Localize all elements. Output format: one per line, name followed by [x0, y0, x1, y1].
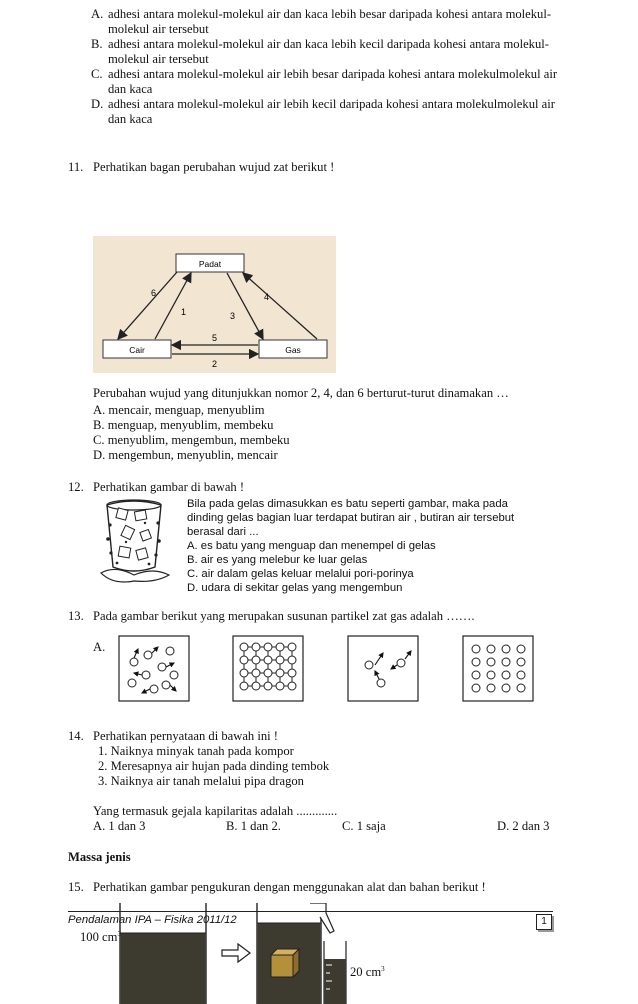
- q11-option-d: D. mengembun, menyublin, mencair: [93, 448, 278, 462]
- q14-option-d: D. 2 dan 3: [497, 819, 550, 833]
- q15-text: Perhatikan gambar pengukuran dengan menggunakan alat dan bahan berikut !: [93, 880, 486, 894]
- q11-option-b: B. menguap, menyublim, membeku: [93, 418, 274, 432]
- num-3: 3: [230, 311, 236, 321]
- q13-text: Pada gambar berikut yang merupakan susunan partikel zat gas adalah …….: [93, 609, 475, 623]
- q10-option-a-line2: molekul air tersebut: [108, 22, 209, 36]
- num-2: 2: [212, 359, 218, 369]
- phase-change-diagram: [93, 236, 336, 373]
- transition-arrow: [222, 944, 250, 962]
- q10-option-a-line1: adhesi antara molekul-molekul air dan kaca lebih besar daripada kohesi antara molekul-: [108, 7, 552, 21]
- q10-option-c-line2: dan kaca: [108, 82, 153, 96]
- object-cube: [271, 949, 299, 977]
- q13-number: 13.: [68, 609, 84, 623]
- q10-option-a-letter: A.: [91, 7, 104, 21]
- particle-box-b: [232, 635, 304, 702]
- q11-question: Perubahan wujud yang ditunjukkan nomor 2, 4, dan 6 berturut-turut dinamakan …: [93, 386, 509, 400]
- q12-option-a: A. es batu yang menguap dan menempel di gelas: [187, 540, 436, 552]
- q14-text: Perhatikan pernyataan di bawah ini !: [93, 729, 278, 743]
- label-gas: Gas: [285, 345, 301, 355]
- q14-option-a: A. 1 dan 3: [93, 819, 146, 833]
- num-5: 5: [212, 333, 218, 343]
- q10-option-d-line2: dan kaca: [108, 112, 153, 126]
- num-6: 6: [151, 288, 157, 298]
- q15-volume-1-unit-sup: 3: [117, 930, 121, 938]
- q12-text: Perhatikan gambar di bawah !: [93, 480, 245, 494]
- q10-option-b-line1: adhesi antara molekul-molekul air dan kaca lebih kecil daripada kohesi antara molekul-: [108, 37, 549, 51]
- q12-line-2: dinding gelas bagian luar terdapat butiran air , butiran air tersebut: [187, 512, 515, 524]
- label-cair: Cair: [129, 345, 145, 355]
- q14-statement-2: 2. Meresapnya air hujan pada dinding tembok: [98, 759, 330, 773]
- q11-option-c: C. menyublim, mengembun, membeku: [93, 433, 290, 447]
- q10-option-b-line2: molekul air tersebut: [108, 52, 209, 66]
- q15-volume-2-value: 20 cm: [350, 965, 382, 980]
- q12-line-3: berasal dari ...: [187, 526, 259, 538]
- label-padat: Padat: [198, 259, 222, 269]
- q10-option-c-line1: adhesi antara molekul-molekul air lebih besar daripada kohesi antara molekulmolekul air: [108, 67, 558, 81]
- q12-line-1: Bila pada gelas dimasukkan es batu seperti gambar, maka pada: [187, 498, 508, 510]
- q14-option-c: C. 1 saja: [342, 819, 386, 833]
- q15-volume-1: [80, 927, 121, 945]
- q11-option-a: A. mencair, menguap, menyublim: [93, 403, 265, 417]
- particle-box-d: [462, 635, 534, 702]
- num-4: 4: [264, 292, 270, 302]
- num-1: 1: [181, 307, 187, 317]
- q13-option-a-label: A.: [93, 640, 106, 654]
- section-heading: Massa jenis: [68, 850, 131, 864]
- q14-question: Yang termasuk gejala kapilaritas adalah .............: [93, 804, 338, 818]
- q12-option-d: D. udara di sekitar gelas yang mengembun: [187, 582, 403, 594]
- q10-option-c-letter: C.: [91, 67, 103, 81]
- q11-text: Perhatikan bagan perubahan wujud zat berikut !: [93, 160, 335, 174]
- page-number: 1: [536, 914, 552, 930]
- q15-volume-2: [350, 962, 385, 980]
- q10-option-d-line1: adhesi antara molekul-molekul air lebih kecil daripada kohesi antara molekulmolekul air: [108, 97, 555, 111]
- particle-box-a: [118, 635, 190, 702]
- q10-option-b-letter: B.: [91, 37, 103, 51]
- q14-option-b: B. 1 dan 2.: [226, 819, 281, 833]
- q14-statement-1: 1. Naiknya minyak tanah pada kompor: [98, 744, 294, 758]
- q15-volume-1-value: 100 cm: [80, 930, 118, 945]
- ice-glass-illustration: [93, 495, 175, 587]
- q14-number: 14.: [68, 729, 84, 743]
- footer-text: Pendalaman IPA – Fisika 2011/12: [68, 914, 237, 926]
- q15-volume-2-unit-sup: 3: [381, 965, 385, 973]
- q12-option-c: C. air dalam gelas keluar melalui pori-porinya: [187, 568, 414, 580]
- particle-box-c: [347, 635, 419, 702]
- q15-number: 15.: [68, 880, 84, 894]
- q11-number: 11.: [68, 160, 84, 174]
- q10-option-d-letter: D.: [91, 97, 104, 111]
- beaker-1-liquid: [121, 933, 206, 1004]
- q12-number: 12.: [68, 480, 84, 494]
- q12-option-b: B. air es yang melebur ke luar gelas: [187, 554, 368, 566]
- q14-statement-3: 3. Naiknya air tanah melalui pipa dragon: [98, 774, 304, 788]
- footer-rule: [68, 911, 553, 912]
